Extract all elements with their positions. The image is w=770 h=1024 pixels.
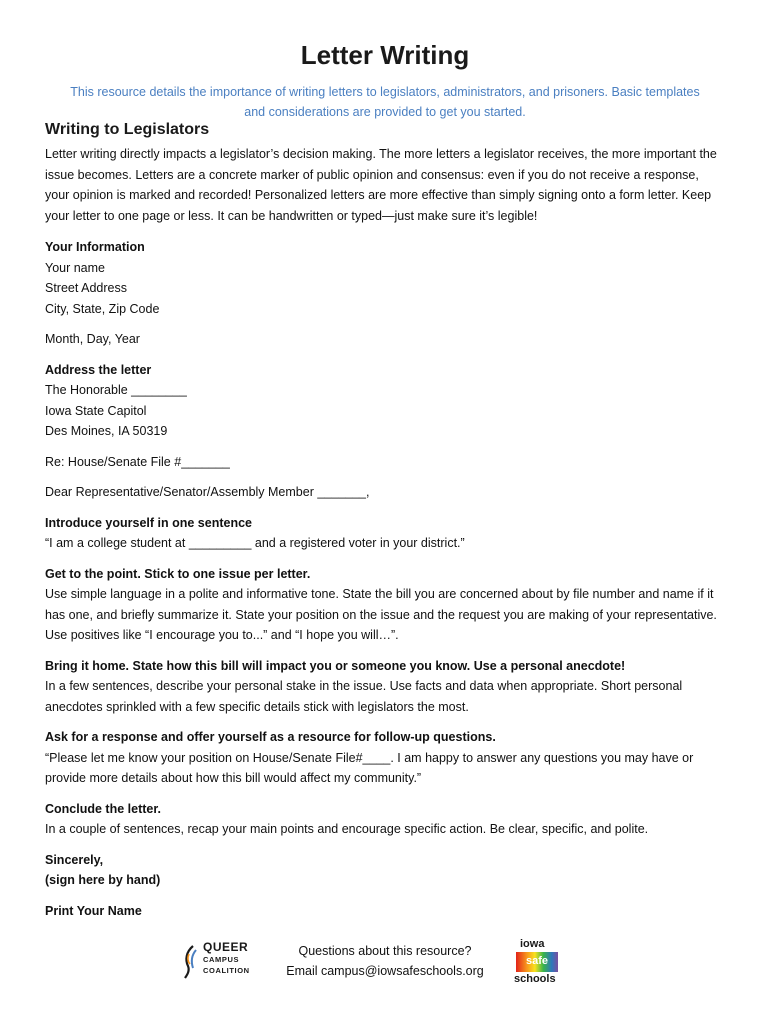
introduce-heading: Introduce yourself in one sentence [45, 515, 252, 530]
qcc-word-queer: QUEER [203, 940, 249, 954]
your-info-heading: Your Information [45, 240, 145, 254]
lead-paragraph: Letter writing directly impacts a legislator’s decision making. The more letters a legislator receives, the more important the issue becomes. Letters are a concrete marker of public opinion and consensus: even if you do not receive a response, your opinion is marked and recorded! Personalized letters are more effective than simply signing onto a form letter. Keep your letter to one page or less. It can be handwritten or typed—just make sure it’s legible! [45, 147, 717, 223]
point-text: Use simple language in a polite and informative tone. State the bill you are concerned about by file number and name if it has one, and briefly summarize it. State your position on the issue and the request you are making of your representative. Use positives like “I encourage you to...” and “I hope you will…”. [45, 587, 717, 642]
your-name-line: Your name [45, 260, 105, 275]
contact-email[interactable]: Email campus@iowsafeschools.org [286, 964, 484, 978]
footer [0, 938, 770, 994]
address-line-1: The Honorable ________ [45, 383, 187, 397]
print-name-line: Print Your Name [45, 903, 142, 918]
section-heading: Writing to Legislators [45, 121, 210, 138]
contact-block [270, 941, 500, 981]
date-line: Month, Day, Year [45, 332, 140, 346]
qcc-flame-icon [183, 944, 199, 980]
conclude-heading: Conclude the letter. [45, 801, 161, 816]
sign-line: (sign here by hand) [45, 873, 161, 887]
qcc-word-campus: CAMPUS [203, 955, 240, 964]
conclude-text: In a couple of sentences, recap your main points and encourage specific action. Be clear, specific, and polite. [45, 822, 649, 836]
bring-home-text: In a few sentences, describe your personal stake in the issue. Use facts and data when appropriate. Short personal anecdotes sprinkled with a few specific details stick with legislators the most. [45, 679, 683, 714]
street-line: Street Address [45, 281, 127, 295]
response-text: “Please let me know your position on House/Senate File#____. I am happy to answer any questions you may have or provide more details about how this bill would affect my community.” [45, 750, 694, 785]
intro-text: This resource details the importance of writing letters to legislators, administrators, and prisoners. Basic templates and considerations are provided to get you started. [70, 85, 700, 119]
iowa-safe-schools-logo [514, 938, 562, 988]
re-line: Re: House/Senate File #_______ [45, 454, 230, 469]
bring-home-heading: Bring it home. State how this bill will impact you or someone you know. Use a personal anecdote! [45, 658, 626, 673]
iss-word-schools: schools [514, 973, 556, 985]
qcc-word-coalition: COALITION [203, 966, 250, 975]
response-heading: Ask for a response and offer yourself as a resource for follow-up questions. [45, 730, 496, 744]
address-heading: Address the letter [45, 362, 152, 377]
iss-word-safe: safe [525, 955, 549, 967]
address-line-2: Iowa State Capitol [45, 403, 147, 418]
point-heading: Get to the point. Stick to one issue per letter. [45, 566, 311, 581]
address-line-3: Des Moines, IA 50319 [45, 424, 168, 438]
city-line: City, State, Zip Code [45, 301, 160, 316]
page-title: Letter Writing [300, 40, 470, 70]
iss-word-iowa: iowa [520, 938, 545, 950]
contact-question: Questions about this resource? [298, 944, 472, 958]
salutation-line: Dear Representative/Senator/Assembly Member _______, [45, 485, 370, 499]
queer-campus-coalition-logo [183, 940, 263, 986]
sincerely-line: Sincerely, [45, 852, 104, 867]
introduce-text: “I am a college student at _________ and a registered voter in your district.” [45, 536, 465, 550]
letter-guide-body [45, 144, 721, 921]
